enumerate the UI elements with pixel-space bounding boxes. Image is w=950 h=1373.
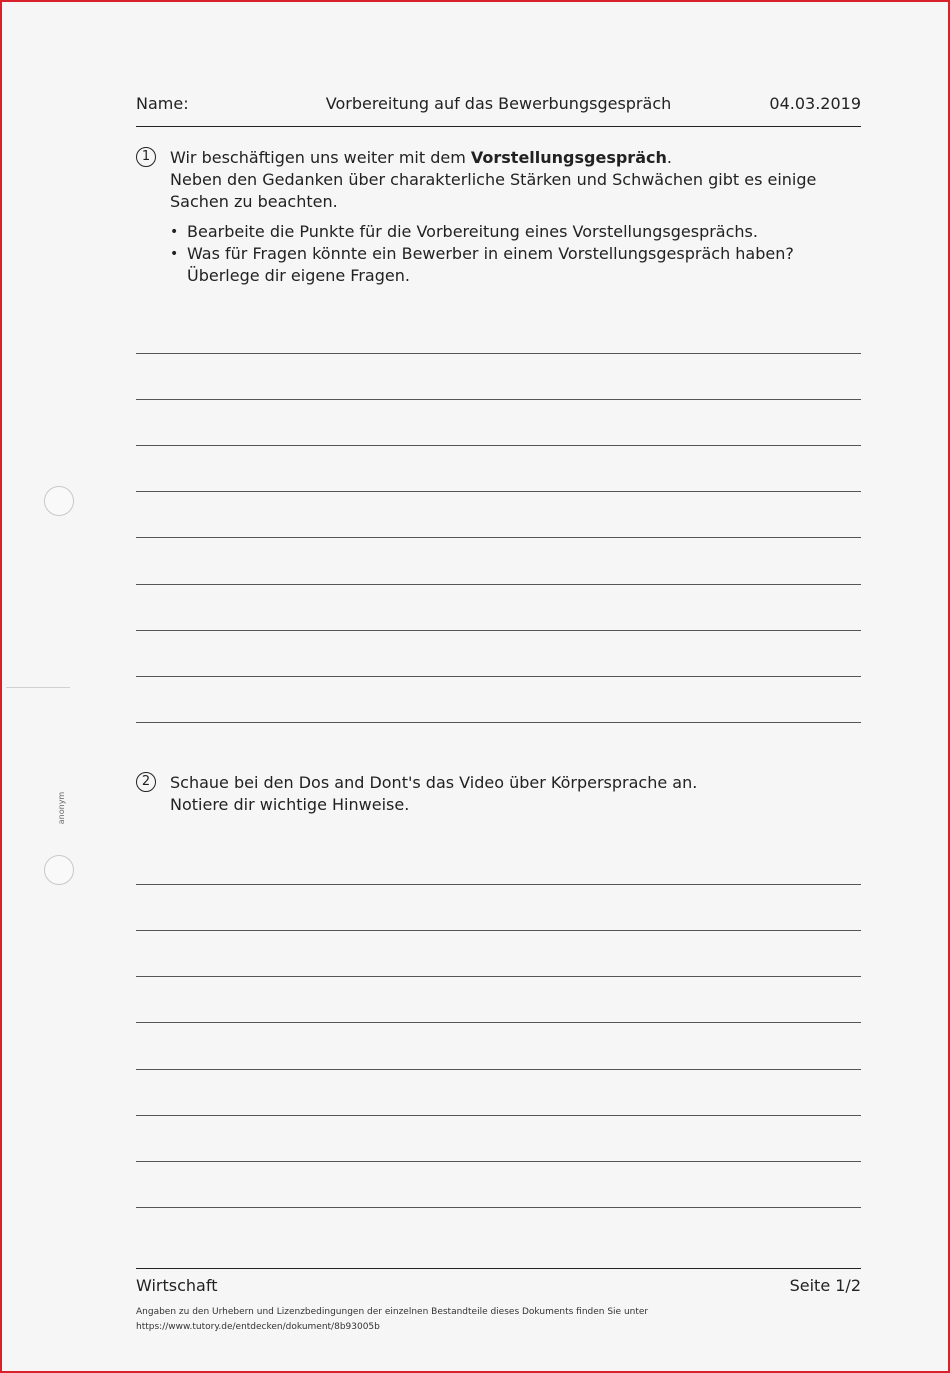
writing-line xyxy=(136,399,861,400)
list-item: • Bearbeite die Punkte für die Vorbereitung eines Vorstellungsgesprächs. xyxy=(170,221,861,243)
page-title: Vorbereitung auf das Bewerbungsgespräch xyxy=(325,94,672,113)
footer-divider xyxy=(136,1268,861,1269)
writing-line xyxy=(136,1207,861,1208)
writing-line xyxy=(136,353,861,354)
list-item: • Was für Fragen könnte ein Bewerber in einem Vorstellungsgespräch haben? Überlege dir eigene Fragen. xyxy=(170,243,861,287)
punch-hole-marker xyxy=(44,486,74,516)
subject-label: Wirtschaft xyxy=(136,1276,218,1295)
task-1-text: Neben den Gedanken über charakterliche Stärken und Schwächen gibt es einige Sachen zu beachten. xyxy=(170,170,817,211)
writing-line xyxy=(136,930,861,931)
writing-line xyxy=(136,1115,861,1116)
task-2-line-2: Notiere dir wichtige Hinweise. xyxy=(170,795,410,814)
header-divider xyxy=(136,126,861,127)
writing-line xyxy=(136,445,861,446)
writing-line xyxy=(136,1022,861,1023)
task-1 xyxy=(136,147,861,287)
task-1-body xyxy=(170,147,861,287)
writing-line xyxy=(136,1161,861,1162)
task-number-1: 1 xyxy=(136,147,156,167)
task-1-intro: Wir beschäftigen uns weiter mit dem Vorstellungsgespräch. xyxy=(170,148,672,167)
writing-line xyxy=(136,722,861,723)
date-label: 04.03.2019 xyxy=(769,94,861,113)
writing-line xyxy=(136,1069,861,1070)
author-label: anonym xyxy=(57,791,66,825)
task-number-2: 2 xyxy=(136,772,156,792)
writing-line xyxy=(136,630,861,631)
writing-line xyxy=(136,676,861,677)
task-1-bold-term: Vorstellungsgespräch xyxy=(470,148,667,167)
task-2-line-1: Schaue bei den Dos and Dont's das Video über Körpersprache an. xyxy=(170,773,698,792)
license-text: Angaben zu den Urhebern und Lizenzbedingungen der einzelnen Bestandteile dieses Dokuments finden Sie unter xyxy=(136,1307,649,1317)
license-note xyxy=(136,1305,736,1335)
writing-line xyxy=(136,537,861,538)
writing-line xyxy=(136,976,861,977)
page-number: Seite 1/2 xyxy=(789,1276,861,1295)
task-2-body xyxy=(170,772,861,816)
page-header xyxy=(136,94,861,118)
writing-line xyxy=(136,584,861,585)
punch-hole-marker xyxy=(44,855,74,885)
writing-line xyxy=(136,884,861,885)
page-footer xyxy=(136,1276,861,1298)
task-1-bullets xyxy=(170,221,861,287)
license-link[interactable]: https://www.tutory.de/entdecken/dokument/8b93005b xyxy=(136,1322,380,1332)
fold-mark xyxy=(6,687,70,688)
task-2 xyxy=(136,772,861,816)
name-label: Name: xyxy=(136,94,189,113)
writing-line xyxy=(136,491,861,492)
